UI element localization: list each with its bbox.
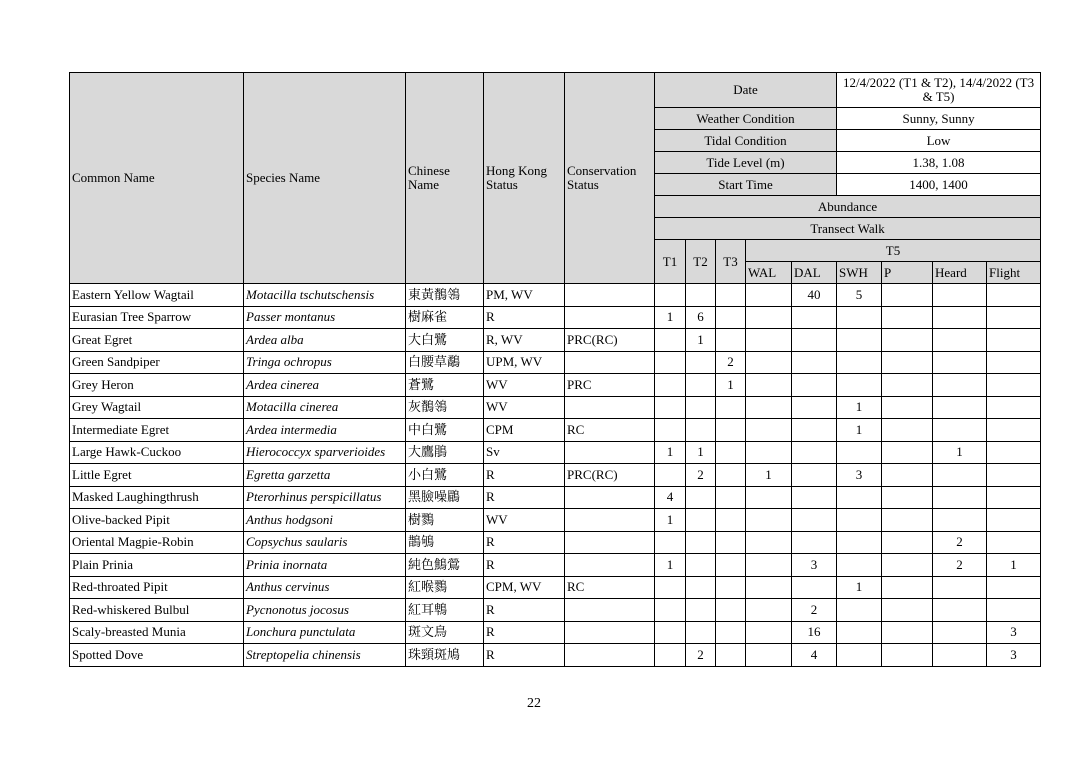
wal-count-cell — [746, 486, 792, 509]
species-name-cell: Egretta garzetta — [244, 464, 406, 487]
wal-count-cell — [746, 419, 792, 442]
t2-count-cell — [686, 599, 716, 622]
wal-count-cell — [746, 644, 792, 667]
t3-count-cell — [716, 576, 746, 599]
start-time-value: 1400, 1400 — [837, 174, 1041, 196]
dal-count-cell: 16 — [792, 621, 837, 644]
species-name-cell: Copsychus saularis — [244, 531, 406, 554]
species-name-cell: Anthus cervinus — [244, 576, 406, 599]
common-name-cell: Little Egret — [70, 464, 244, 487]
wal-count-cell — [746, 509, 792, 532]
chinese-name-cell: 鵲鴝 — [406, 531, 484, 554]
table-row — [70, 441, 1041, 464]
table-row — [70, 374, 1041, 397]
p-count-cell — [882, 621, 933, 644]
species-name-cell: Lonchura punctulata — [244, 621, 406, 644]
chinese-name-cell: 中白鷺 — [406, 419, 484, 442]
wal-count-cell — [746, 599, 792, 622]
dal-count-cell — [792, 576, 837, 599]
chinese-name-cell: 小白鷺 — [406, 464, 484, 487]
conservation-status-cell: RC — [565, 419, 655, 442]
p-count-cell — [882, 576, 933, 599]
t3-count-cell — [716, 419, 746, 442]
flight-count-cell — [987, 396, 1041, 419]
t3-count-cell — [716, 329, 746, 352]
chinese-name-cell: 珠頸斑鳩 — [406, 644, 484, 667]
common-name-cell: Oriental Magpie-Robin — [70, 531, 244, 554]
heard-count-cell — [933, 351, 987, 374]
hk-status-cell: Sv — [484, 441, 565, 464]
hk-status-cell: R — [484, 486, 565, 509]
p-count-cell — [882, 531, 933, 554]
p-count-cell — [882, 351, 933, 374]
p-count-cell — [882, 306, 933, 329]
species-name-cell: Pterorhinus perspicillatus — [244, 486, 406, 509]
heard-count-cell — [933, 306, 987, 329]
flight-count-cell: 3 — [987, 644, 1041, 667]
hk-status-cell: R — [484, 621, 565, 644]
table-row — [70, 486, 1041, 509]
t2-header: T2 — [686, 240, 716, 284]
p-count-cell — [882, 374, 933, 397]
date-label: Date — [655, 73, 837, 108]
t2-count-cell — [686, 509, 716, 532]
table-row — [70, 644, 1041, 667]
swh-count-cell — [837, 374, 882, 397]
conservation-status-cell — [565, 441, 655, 464]
dal-count-cell — [792, 419, 837, 442]
t1-count-cell — [655, 284, 686, 307]
t2-count-cell — [686, 576, 716, 599]
dal-count-cell — [792, 396, 837, 419]
t2-count-cell: 6 — [686, 306, 716, 329]
dal-count-cell: 4 — [792, 644, 837, 667]
t2-count-cell — [686, 396, 716, 419]
chinese-name-cell: 黑臉噪鶥 — [406, 486, 484, 509]
wal-count-cell — [746, 554, 792, 577]
heard-count-cell — [933, 374, 987, 397]
t3-count-cell — [716, 644, 746, 667]
swh-count-cell — [837, 441, 882, 464]
species-name-cell: Pycnonotus jocosus — [244, 599, 406, 622]
common-name-cell: Grey Wagtail — [70, 396, 244, 419]
flight-count-cell — [987, 441, 1041, 464]
table-row — [70, 621, 1041, 644]
common-name-cell: Masked Laughingthrush — [70, 486, 244, 509]
t1-count-cell: 1 — [655, 306, 686, 329]
hk-status-cell: WV — [484, 509, 565, 532]
t3-count-cell — [716, 396, 746, 419]
table-row — [70, 509, 1041, 532]
table-row — [70, 284, 1041, 307]
t3-count-cell — [716, 509, 746, 532]
common-name-cell: Olive-backed Pipit — [70, 509, 244, 532]
hk-status-cell: CPM, WV — [484, 576, 565, 599]
conservation-status-cell: PRC — [565, 374, 655, 397]
chinese-name-cell: 樹麻雀 — [406, 306, 484, 329]
heard-count-cell — [933, 284, 987, 307]
wal-count-cell — [746, 396, 792, 419]
conservation-status-cell — [565, 396, 655, 419]
flight-count-cell — [987, 531, 1041, 554]
conservation-status-cell — [565, 306, 655, 329]
hk-status-cell: R — [484, 531, 565, 554]
flight-count-cell — [987, 306, 1041, 329]
heard-count-cell — [933, 419, 987, 442]
t1-count-cell: 1 — [655, 509, 686, 532]
t5-header: T5 — [746, 240, 1041, 262]
conservation-status-cell — [565, 284, 655, 307]
common-name-cell: Red-throated Pipit — [70, 576, 244, 599]
flight-count-cell — [987, 576, 1041, 599]
weather-value: Sunny, Sunny — [837, 108, 1041, 130]
hk-status-cell: CPM — [484, 419, 565, 442]
t3-count-cell — [716, 599, 746, 622]
flight-count-cell: 1 — [987, 554, 1041, 577]
t3-count-cell — [716, 284, 746, 307]
chinese-name-cell: 灰鶺鴒 — [406, 396, 484, 419]
swh-count-cell — [837, 599, 882, 622]
t2-count-cell — [686, 531, 716, 554]
wal-count-cell: 1 — [746, 464, 792, 487]
common-name-cell: Scaly-breasted Munia — [70, 621, 244, 644]
common-name-cell: Grey Heron — [70, 374, 244, 397]
header-conservation-status: Conservation Status — [565, 73, 655, 284]
wal-count-cell — [746, 576, 792, 599]
t3-header: T3 — [716, 240, 746, 284]
swh-count-cell — [837, 531, 882, 554]
table-row — [70, 329, 1041, 352]
hk-status-cell: R — [484, 464, 565, 487]
t1-count-cell — [655, 351, 686, 374]
tide-level-value: 1.38, 1.08 — [837, 152, 1041, 174]
t2-count-cell — [686, 351, 716, 374]
swh-count-cell — [837, 509, 882, 532]
flight-count-cell — [987, 374, 1041, 397]
species-name-cell: Ardea alba — [244, 329, 406, 352]
swh-count-cell: 5 — [837, 284, 882, 307]
swh-count-cell — [837, 306, 882, 329]
hk-status-cell: PM, WV — [484, 284, 565, 307]
swh-count-cell: 3 — [837, 464, 882, 487]
chinese-name-cell: 樹鷚 — [406, 509, 484, 532]
chinese-name-cell: 白腰草鷸 — [406, 351, 484, 374]
t1-count-cell: 1 — [655, 554, 686, 577]
dal-count-cell — [792, 441, 837, 464]
weather-label: Weather Condition — [655, 108, 837, 130]
t1-count-cell — [655, 576, 686, 599]
bird-survey-table — [69, 72, 1041, 667]
swh-count-cell: 1 — [837, 419, 882, 442]
transect-walk-header: Transect Walk — [655, 218, 1041, 240]
species-name-cell: Prinia inornata — [244, 554, 406, 577]
swh-count-cell — [837, 486, 882, 509]
hk-status-cell: R — [484, 644, 565, 667]
t2-count-cell — [686, 374, 716, 397]
table-row — [70, 419, 1041, 442]
common-name-cell: Spotted Dove — [70, 644, 244, 667]
species-name-cell: Tringa ochropus — [244, 351, 406, 374]
header-common-name: Common Name — [70, 73, 244, 284]
swh-count-cell: 1 — [837, 396, 882, 419]
conservation-status-cell: RC — [565, 576, 655, 599]
swh-count-cell — [837, 554, 882, 577]
tidal-value: Low — [837, 130, 1041, 152]
species-name-cell: Motacilla tschutschensis — [244, 284, 406, 307]
swh-count-cell — [837, 329, 882, 352]
t1-count-cell: 1 — [655, 441, 686, 464]
t3-count-cell: 1 — [716, 374, 746, 397]
heard-count-cell: 2 — [933, 554, 987, 577]
conservation-status-cell — [565, 486, 655, 509]
p-count-cell — [882, 509, 933, 532]
dal-header: DAL — [792, 262, 837, 284]
t2-count-cell — [686, 554, 716, 577]
table-row — [70, 531, 1041, 554]
common-name-cell: Eurasian Tree Sparrow — [70, 306, 244, 329]
dal-count-cell — [792, 464, 837, 487]
conservation-status-cell: PRC(RC) — [565, 329, 655, 352]
p-count-cell — [882, 486, 933, 509]
dal-count-cell — [792, 306, 837, 329]
flight-header: Flight — [987, 262, 1041, 284]
hk-status-cell: R — [484, 554, 565, 577]
t1-count-cell — [655, 531, 686, 554]
flight-count-cell — [987, 329, 1041, 352]
swh-count-cell — [837, 351, 882, 374]
heard-count-cell — [933, 621, 987, 644]
dal-count-cell: 40 — [792, 284, 837, 307]
header-chinese-name: Chinese Name — [406, 73, 484, 284]
t3-count-cell — [716, 486, 746, 509]
wal-count-cell — [746, 351, 792, 374]
conservation-status-cell — [565, 599, 655, 622]
t2-count-cell — [686, 284, 716, 307]
t2-count-cell: 2 — [686, 464, 716, 487]
chinese-name-cell: 東黃鶺鴒 — [406, 284, 484, 307]
common-name-cell: Large Hawk-Cuckoo — [70, 441, 244, 464]
flight-count-cell — [987, 419, 1041, 442]
chinese-name-cell: 蒼鷺 — [406, 374, 484, 397]
chinese-name-cell: 純色鷦鶯 — [406, 554, 484, 577]
heard-count-cell — [933, 599, 987, 622]
header-species-name: Species Name — [244, 73, 406, 284]
swh-count-cell — [837, 621, 882, 644]
p-count-cell — [882, 329, 933, 352]
heard-count-cell — [933, 329, 987, 352]
p-count-cell — [882, 599, 933, 622]
t1-count-cell — [655, 396, 686, 419]
species-name-cell: Ardea intermedia — [244, 419, 406, 442]
t2-count-cell — [686, 621, 716, 644]
table-row — [70, 599, 1041, 622]
hk-status-cell: UPM, WV — [484, 351, 565, 374]
p-count-cell — [882, 644, 933, 667]
dal-count-cell — [792, 531, 837, 554]
t1-count-cell — [655, 374, 686, 397]
t1-count-cell — [655, 644, 686, 667]
flight-count-cell — [987, 464, 1041, 487]
heard-count-cell — [933, 486, 987, 509]
t2-count-cell: 1 — [686, 441, 716, 464]
chinese-name-cell: 大白鷺 — [406, 329, 484, 352]
heard-count-cell — [933, 644, 987, 667]
wal-count-cell — [746, 531, 792, 554]
chinese-name-cell: 斑文鳥 — [406, 621, 484, 644]
flight-count-cell — [987, 486, 1041, 509]
chinese-name-cell: 紅喉鷚 — [406, 576, 484, 599]
flight-count-cell — [987, 351, 1041, 374]
p-count-cell — [882, 284, 933, 307]
species-name-cell: Motacilla cinerea — [244, 396, 406, 419]
t3-count-cell — [716, 464, 746, 487]
t1-count-cell — [655, 621, 686, 644]
species-name-cell: Passer montanus — [244, 306, 406, 329]
t3-count-cell: 2 — [716, 351, 746, 374]
hk-status-cell: R, WV — [484, 329, 565, 352]
t2-count-cell — [686, 486, 716, 509]
p-count-cell — [882, 419, 933, 442]
wal-header: WAL — [746, 262, 792, 284]
t1-count-cell — [655, 464, 686, 487]
heard-count-cell — [933, 576, 987, 599]
common-name-cell: Intermediate Egret — [70, 419, 244, 442]
common-name-cell: Plain Prinia — [70, 554, 244, 577]
table-row — [70, 306, 1041, 329]
start-time-label: Start Time — [655, 174, 837, 196]
dal-count-cell — [792, 509, 837, 532]
p-count-cell — [882, 441, 933, 464]
heard-header: Heard — [933, 262, 987, 284]
hk-status-cell: WV — [484, 374, 565, 397]
dal-count-cell — [792, 351, 837, 374]
common-name-cell: Great Egret — [70, 329, 244, 352]
wal-count-cell — [746, 329, 792, 352]
dal-count-cell: 2 — [792, 599, 837, 622]
dal-count-cell — [792, 329, 837, 352]
conservation-status-cell: PRC(RC) — [565, 464, 655, 487]
conservation-status-cell — [565, 644, 655, 667]
species-name-cell: Hierococcyx sparverioides — [244, 441, 406, 464]
conservation-status-cell — [565, 621, 655, 644]
header-hk-status: Hong Kong Status — [484, 73, 565, 284]
conservation-status-cell — [565, 509, 655, 532]
dal-count-cell — [792, 486, 837, 509]
dal-count-cell — [792, 374, 837, 397]
t1-count-cell — [655, 329, 686, 352]
species-name-cell: Anthus hodgsoni — [244, 509, 406, 532]
t3-count-cell — [716, 531, 746, 554]
t2-count-cell — [686, 419, 716, 442]
chinese-name-cell: 大鷹鵑 — [406, 441, 484, 464]
t3-count-cell — [716, 554, 746, 577]
t2-count-cell: 1 — [686, 329, 716, 352]
t1-header: T1 — [655, 240, 686, 284]
table-row — [70, 351, 1041, 374]
dal-count-cell: 3 — [792, 554, 837, 577]
table-row — [70, 576, 1041, 599]
heard-count-cell — [933, 509, 987, 532]
p-count-cell — [882, 396, 933, 419]
t3-count-cell — [716, 441, 746, 464]
swh-count-cell — [837, 644, 882, 667]
abundance-header: Abundance — [655, 196, 1041, 218]
date-value: 12/4/2022 (T1 & T2), 14/4/2022 (T3 & T5) — [837, 73, 1041, 108]
hk-status-cell: WV — [484, 396, 565, 419]
tidal-label: Tidal Condition — [655, 130, 837, 152]
wal-count-cell — [746, 374, 792, 397]
wal-count-cell — [746, 306, 792, 329]
table-row — [70, 554, 1041, 577]
heard-count-cell — [933, 396, 987, 419]
swh-header: SWH — [837, 262, 882, 284]
wal-count-cell — [746, 621, 792, 644]
wal-count-cell — [746, 441, 792, 464]
flight-count-cell — [987, 599, 1041, 622]
heard-count-cell: 2 — [933, 531, 987, 554]
conservation-status-cell — [565, 531, 655, 554]
chinese-name-cell: 紅耳鵯 — [406, 599, 484, 622]
page-number: 22 — [527, 696, 541, 711]
p-header: P — [882, 262, 933, 284]
t1-count-cell — [655, 419, 686, 442]
hk-status-cell: R — [484, 306, 565, 329]
wal-count-cell — [746, 284, 792, 307]
heard-count-cell: 1 — [933, 441, 987, 464]
t3-count-cell — [716, 306, 746, 329]
table-row — [70, 396, 1041, 419]
conservation-status-cell — [565, 351, 655, 374]
t1-count-cell — [655, 599, 686, 622]
species-name-cell: Streptopelia chinensis — [244, 644, 406, 667]
p-count-cell — [882, 554, 933, 577]
t2-count-cell: 2 — [686, 644, 716, 667]
table-row — [70, 464, 1041, 487]
common-name-cell: Green Sandpiper — [70, 351, 244, 374]
tide-level-label: Tide Level (m) — [655, 152, 837, 174]
hk-status-cell: R — [484, 599, 565, 622]
flight-count-cell — [987, 509, 1041, 532]
common-name-cell: Eastern Yellow Wagtail — [70, 284, 244, 307]
species-name-cell: Ardea cinerea — [244, 374, 406, 397]
t1-count-cell: 4 — [655, 486, 686, 509]
conservation-status-cell — [565, 554, 655, 577]
common-name-cell: Red-whiskered Bulbul — [70, 599, 244, 622]
heard-count-cell — [933, 464, 987, 487]
flight-count-cell — [987, 284, 1041, 307]
swh-count-cell: 1 — [837, 576, 882, 599]
p-count-cell — [882, 464, 933, 487]
flight-count-cell: 3 — [987, 621, 1041, 644]
table-body — [70, 284, 1041, 667]
t3-count-cell — [716, 621, 746, 644]
